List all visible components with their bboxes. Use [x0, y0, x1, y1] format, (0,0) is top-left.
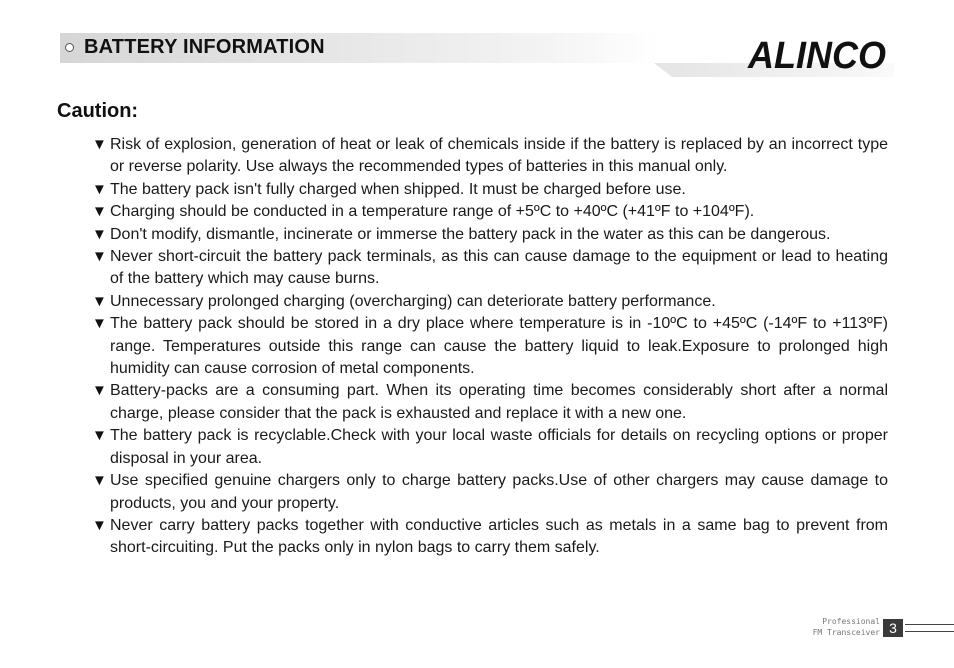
list-item: [92, 380, 888, 425]
triangle-down-icon: ▼: [92, 248, 107, 266]
caution-heading: Caution:: [57, 100, 139, 122]
alinco-logo: [746, 34, 890, 74]
item-text: Unnecessary prolonged charging (overcharging) can deteriorate battery performance.: [110, 292, 716, 310]
list-item: [92, 470, 888, 515]
list-item: [92, 201, 888, 223]
list-item: [92, 291, 888, 313]
triangle-down-icon: ▼: [92, 472, 107, 490]
list-item: [92, 224, 888, 246]
item-text: The battery pack should be stored in a dry place where temperature is in -10ºC to +45ºC (-14ºF to +113ºF) range. Temperatures outside this range can cause the battery liquid to leak.Exposure to prolonged high humidity can cause corrosion of metal components.: [110, 315, 888, 378]
caution-list: [92, 134, 888, 560]
list-item: [92, 179, 888, 201]
footer-rule-bottom: [905, 631, 954, 632]
triangle-down-icon: ▼: [92, 203, 107, 221]
list-item: [92, 134, 888, 179]
item-text: Use specified genuine chargers only to charge battery packs.Use of other chargers may cause damage to products, you and your property.: [110, 472, 888, 512]
item-text: The battery pack isn't fully charged when shipped. It must be charged before use.: [110, 180, 686, 198]
triangle-down-icon: ▼: [92, 136, 107, 153]
list-item: [92, 515, 888, 560]
list-item: [92, 313, 888, 380]
list-item: [92, 425, 888, 470]
item-text: Never carry battery packs together with conductive articles such as metals in a same bag to prevent from short-circuiting. Put the packs only in nylon bags to carry them safely.: [110, 516, 888, 557]
page-number: 3: [883, 619, 903, 637]
footer-line-1: Professional: [822, 617, 880, 626]
triangle-down-icon: ▼: [92, 315, 107, 333]
triangle-down-icon: ▼: [92, 516, 107, 534]
item-text: The battery pack is recyclable.Check with your local waste officials for details on recycling options or proper disposal in your area.: [110, 427, 888, 467]
list-item: [92, 246, 888, 291]
footer-rule-top: [905, 624, 954, 625]
triangle-down-icon: ▼: [92, 180, 107, 198]
triangle-down-icon: ▼: [92, 292, 107, 310]
item-text: Never short-circuit the battery pack terminals, as this can cause damage to the equipment or lead to heating of the battery which may cause burns.: [110, 248, 888, 288]
triangle-down-icon: ▼: [92, 225, 107, 243]
item-text: Risk of explosion, generation of heat or leak of chemicals inside if the battery is replaced by an incorrect type or reverse polarity. Use always the recommended types of batteries in this manual only.: [110, 136, 888, 176]
item-text: Don't modify, dismantle, incinerate or immerse the battery pack in the water as this can be dangerous.: [110, 225, 831, 243]
triangle-down-icon: ▼: [92, 382, 107, 400]
triangle-down-icon: ▼: [92, 427, 107, 445]
bullet-icon: [65, 43, 74, 52]
item-text: Battery-packs are a consuming part. When its operating time becomes considerably short after a normal charge, please consider that the pack is exhausted and replace it with a new one.: [110, 382, 888, 422]
footer-line-2: FM Transceiver: [812, 628, 880, 637]
section-title: BATTERY INFORMATION: [84, 36, 325, 58]
item-text: Charging should be conducted in a temperature range of +5ºC to +40ºC (+41ºF to +104ºF).: [110, 203, 755, 221]
logo-text: ALINCO: [747, 35, 886, 74]
